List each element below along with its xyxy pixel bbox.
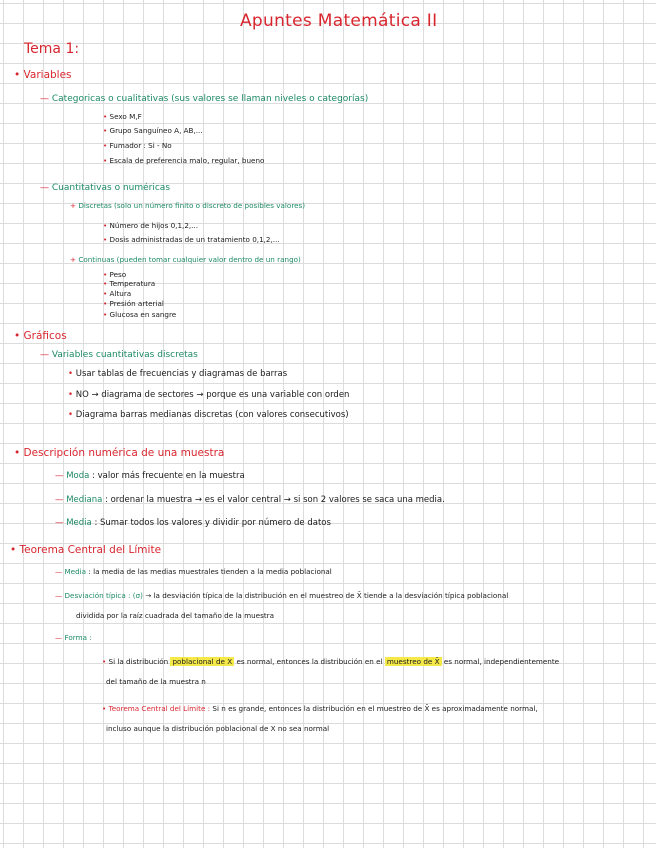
bullet-icon: •: [103, 289, 110, 298]
list-item: • Escala de preferencia malo, regular, bueno: [103, 156, 265, 165]
bullet-icon: •: [14, 69, 24, 81]
discretas-label: + Discretas (solo un número finito o discreto de posibles valores): [70, 201, 306, 210]
bullet-icon: •: [102, 704, 109, 713]
dash-icon: —: [55, 471, 67, 481]
bullet-icon: •: [10, 544, 20, 556]
highlight: poblacional de X: [172, 657, 233, 666]
bullet-icon: •: [103, 310, 110, 319]
bullet-icon: •: [14, 330, 24, 342]
list-item: • Dosis administradas de un tratamiento 0,1,2,...: [103, 235, 280, 244]
forma-p1-line-2: del tamaño de la muestra n: [106, 677, 206, 686]
bullet-icon: •: [14, 447, 24, 459]
bullet-icon: •: [103, 235, 110, 244]
list-item: • Fumador : Si - No: [103, 141, 172, 150]
bullet-icon: •: [103, 221, 110, 230]
tema-heading: Tema 1:: [24, 41, 80, 57]
plus-icon: +: [70, 201, 79, 210]
list-item: • Peso: [103, 270, 127, 279]
bullet-icon: •: [68, 410, 76, 420]
highlight: muestreo de X̄: [386, 657, 440, 666]
bullet-icon: •: [103, 112, 110, 121]
list-item: • Altura: [103, 289, 132, 298]
graficos-subheading: — Variables cuantitativas discretas: [40, 350, 198, 360]
dash-icon: —: [55, 567, 65, 576]
bullet-icon: •: [102, 657, 109, 666]
dash-icon: —: [55, 591, 65, 600]
graficos-heading: • Gráficos: [14, 330, 67, 342]
dash-icon: —: [40, 350, 52, 360]
cuantitativas-label: — Cuantitativas o numéricas: [40, 183, 171, 193]
continuas-label: + Continuas (pueden tomar cualquier valor dentro de un rango): [70, 255, 301, 264]
teorema-media-line: — Media : la media de las medias muestrales tienden a la media poblacional: [55, 567, 332, 576]
variables-heading: • Variables: [14, 69, 72, 81]
plus-icon: +: [70, 255, 79, 264]
bullet-icon: •: [68, 369, 76, 379]
mediana-line: — Mediana : ordenar la muestra → es el valor central → si son 2 valores se saca una media.: [55, 495, 445, 505]
forma-p1-line-1: • Si la distribución poblacional de X es normal, entonces la distribución en el muestreo de X̄ es normal, independientemente: [102, 657, 560, 666]
bullet-icon: •: [103, 299, 110, 308]
dash-icon: —: [55, 495, 67, 505]
list-item: • Glucosa en sangre: [103, 310, 177, 319]
list-item: • NO → diagrama de sectores → porque es una variable con orden: [68, 390, 350, 400]
dash-icon: —: [40, 94, 52, 104]
bullet-icon: •: [103, 270, 110, 279]
desviacion-line-2: dividida por la raíz cuadrada del tamaño de la muestra: [76, 611, 274, 620]
bullet-icon: •: [103, 279, 110, 288]
dash-icon: —: [55, 518, 67, 528]
forma-label: — Forma :: [55, 633, 92, 642]
list-item: • Número de hijos 0,1,2,...: [103, 221, 199, 230]
bullet-icon: •: [103, 156, 110, 165]
media-line: — Media : Sumar todos los valores y dividir por número de datos: [55, 518, 331, 528]
teorema-heading: • Teorema Central del Límite: [10, 544, 162, 556]
list-item: • Sexo M,F: [103, 112, 142, 121]
list-item: • Temperatura: [103, 279, 156, 288]
bullet-icon: •: [103, 126, 110, 135]
categoricas-label: — Categoricas o cualitativas (sus valores se llaman niveles o categorías): [40, 94, 369, 104]
list-item: • Presión arterial: [103, 299, 164, 308]
bullet-icon: •: [68, 390, 76, 400]
list-item: • Grupo Sanguíneo A, AB,...: [103, 126, 203, 135]
forma-p2-line-1: • Teorema Central del Límite : Si n es grande, entonces la distribución en el muestreo de X̄ es aproximadamente normal,: [102, 704, 538, 713]
moda-line: — Moda : valor más frecuente en la muestra: [55, 471, 245, 481]
dash-icon: —: [55, 633, 65, 642]
page-title: Apuntes Matemática II: [240, 11, 438, 31]
list-item: • Diagrama barras medianas discretas (con valores consecutivos): [68, 410, 349, 420]
bullet-icon: •: [103, 141, 110, 150]
list-item: • Usar tablas de frecuencias y diagramas de barras: [68, 369, 288, 379]
forma-p2-line-2: incluso aunque la distribución poblacional de X no sea normal: [106, 724, 330, 733]
descripcion-heading: • Descripción numérica de una muestra: [14, 447, 225, 459]
dash-icon: —: [40, 183, 52, 193]
desviacion-line: — Desviación típica : (σ) → la desviación típica de la distribución en el muestreo de X̄ tiende a la desviación típica poblacional: [55, 591, 509, 600]
